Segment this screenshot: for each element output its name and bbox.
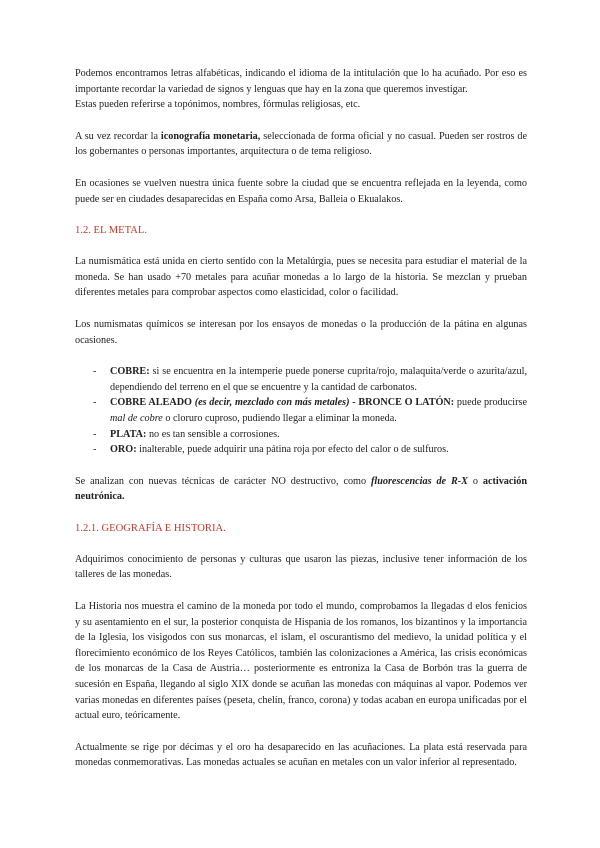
- paragraph-iconography: A su vez recordar la iconografía monetaria, seleccionada de forma oficial y no casual. Pueden ser rostros de los gobernantes o personas importantes, arquitectura o de tema religioso.: [75, 130, 527, 158]
- list-item: - ORO: inalterable, puede adquirir una pátina roja por efecto del calor o de sulfuros.: [93, 444, 449, 456]
- heading-metal: 1.2. EL METAL.: [75, 225, 148, 237]
- paragraph-history: La Historia nos muestra el camino de la moneda por todo el mundo, comprobamos la llegadas d elos fenicios y su asentamiento en el sur, la posterior conquista de Hispania de los romanos, los bizantinos y la importancia de la Iglesia, los visigodos con sus monarcas, el islam, el oscurantismo del medievo, la unidad política y el florecimiento económico de los Reyes Católicos, también las colonizaciones a América, las crisis económicas de los monarcas de la Casa de Austria… posteriormente es entroniza la Casa de Borbón tras la guerra de sucesión en España, llegando al siglo XIX donde se acuñan las monedas con máquinas al vapor. Podemos ver varias monedas en diferentes países (peseta, chelín, franco, corona) y todas acaban en europa unificadas por el actual euro, teóricamente.: [75, 601, 527, 722]
- paragraph-current: Actualmente se rige por décimas y el oro ha desaparecido en las acuñaciones. La plata está reservada para monedas conmemorativas. Las monedas actuales se acuñan en metales con un valor inferior al representado.: [75, 741, 527, 769]
- paragraph-knowledge: Adquirimos conocimiento de personas y culturas que usaron las piezas, inclusive tener información de los talleres de las monedas.: [75, 553, 527, 581]
- list-item: - COBRE: si se encuentra en la intemperie puede ponerse cuprita/rojo, malaquita/verde o azurita/azul, dependiendo del terreno en el que se encuentre y la cantidad de carbonatos.: [93, 366, 527, 393]
- paragraph-techniques: Se analizan con nuevas técnicas de carácter NO destructivo, como fluorescencias de R-X o activación neutrónica.: [75, 475, 527, 503]
- heading-geography: 1.2.1. GEOGRAFÍA E HISTORIA.: [75, 522, 226, 534]
- document-page: [75, 66, 527, 771]
- list-item: - COBRE ALEADO (es decir, mezclado con más metales) - BRONCE O LATÓN: puede producirse mal de cobre o cloruro cuproso, pudiendo llegar a eliminar la moneda.: [93, 397, 527, 424]
- paragraph-chemists: Los numismatas químicos se interesan por los ensayos de monedas o la producción de la pátina en algunas ocasiones.: [75, 318, 527, 346]
- paragraph-metallurgy: La numismática está unida en cierto sentido con la Metalúrgia, pues se necesita para estudiar el material de la moneda. Se han usado +70 metales para acuñar monedas a lo largo de la historia. Se mezclan y prueban diferentes metales para comprobar aspectos como elasticidad, color o facilidad.: [75, 256, 527, 299]
- paragraph-alphabet: Podemos encontramos letras alfabéticas, indicando el idioma de la intitulación que lo ha acuñado. Por eso es importante recordar la variedad de signos y lenguas que hay en la zona que queremos investigar. Estas pueden referirse a topónimos, nombres, fórmulas religiosas, etc.: [75, 68, 527, 111]
- list-item: - PLATA: no es tan sensible a corrosiones.: [93, 428, 280, 440]
- metals-list: [75, 364, 527, 458]
- paragraph-source: En ocasiones se vuelven nuestra única fuente sobre la ciudad que se encuentra reflejada en la leyenda, como puede ser en ciudades desaparecidas en España como Arsa, Balleia o Ekualakos.: [75, 177, 527, 205]
- iconography-term: iconografía monetaria,: [160, 130, 261, 142]
